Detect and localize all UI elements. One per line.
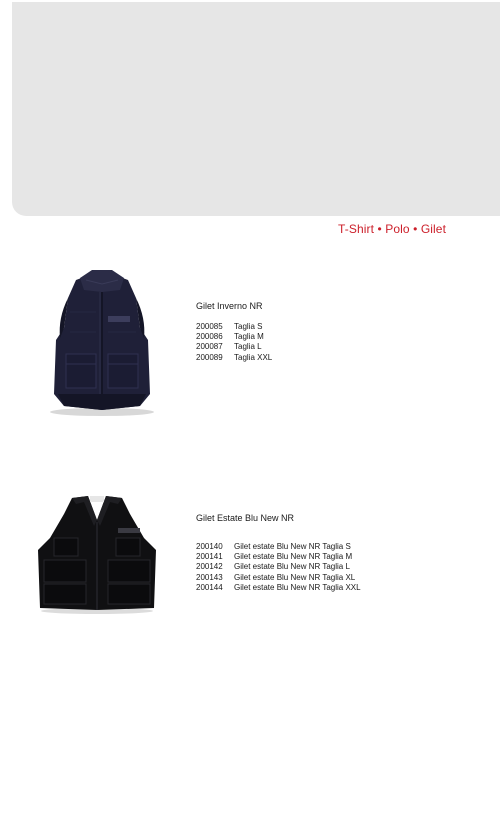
item-code: 200144: [196, 582, 223, 592]
product-name: Gilet Estate Blu New NR: [196, 513, 295, 523]
summer-vest-image: [34, 490, 160, 616]
header-band: [12, 2, 500, 216]
product-code-list: [196, 542, 361, 593]
item-code: 200140: [196, 542, 223, 551]
item-code: 200141: [196, 552, 223, 562]
list-item: [196, 332, 272, 342]
item-code: 200143: [196, 572, 223, 582]
list-item: [196, 542, 361, 552]
item-description: Taglia XXL: [234, 352, 273, 362]
item-description: Gilet estate Blu New NR Taglia L: [234, 562, 350, 572]
item-description: Taglia L: [234, 342, 262, 352]
item-code: 200089: [196, 352, 223, 362]
list-item: [196, 552, 361, 562]
product-code-list: [196, 322, 272, 363]
item-description: Gilet estate Blu New NR Taglia XL: [234, 572, 356, 582]
item-code: 200142: [196, 562, 223, 572]
item-description: Taglia S: [234, 322, 263, 331]
item-code: 200087: [196, 342, 223, 352]
list-item: [196, 573, 361, 583]
winter-vest-image: [36, 268, 168, 418]
list-item: [196, 342, 272, 352]
item-description: Gilet estate Blu New NR Taglia M: [234, 552, 353, 562]
list-item: [196, 562, 361, 572]
item-description: Gilet estate Blu New NR Taglia S: [234, 542, 351, 551]
vest-icon: [36, 268, 168, 418]
item-code: 200086: [196, 332, 223, 342]
list-item: [196, 353, 272, 363]
vest-icon: [34, 490, 160, 616]
item-description: Gilet estate Blu New NR Taglia XXL: [234, 582, 361, 592]
product-name: Gilet Inverno NR: [196, 301, 263, 311]
category-title: T-Shirt • Polo • Gilet: [338, 222, 446, 236]
item-code: 200085: [196, 322, 223, 331]
list-item: [196, 583, 361, 593]
list-item: [196, 322, 272, 332]
item-description: Taglia M: [234, 332, 264, 342]
